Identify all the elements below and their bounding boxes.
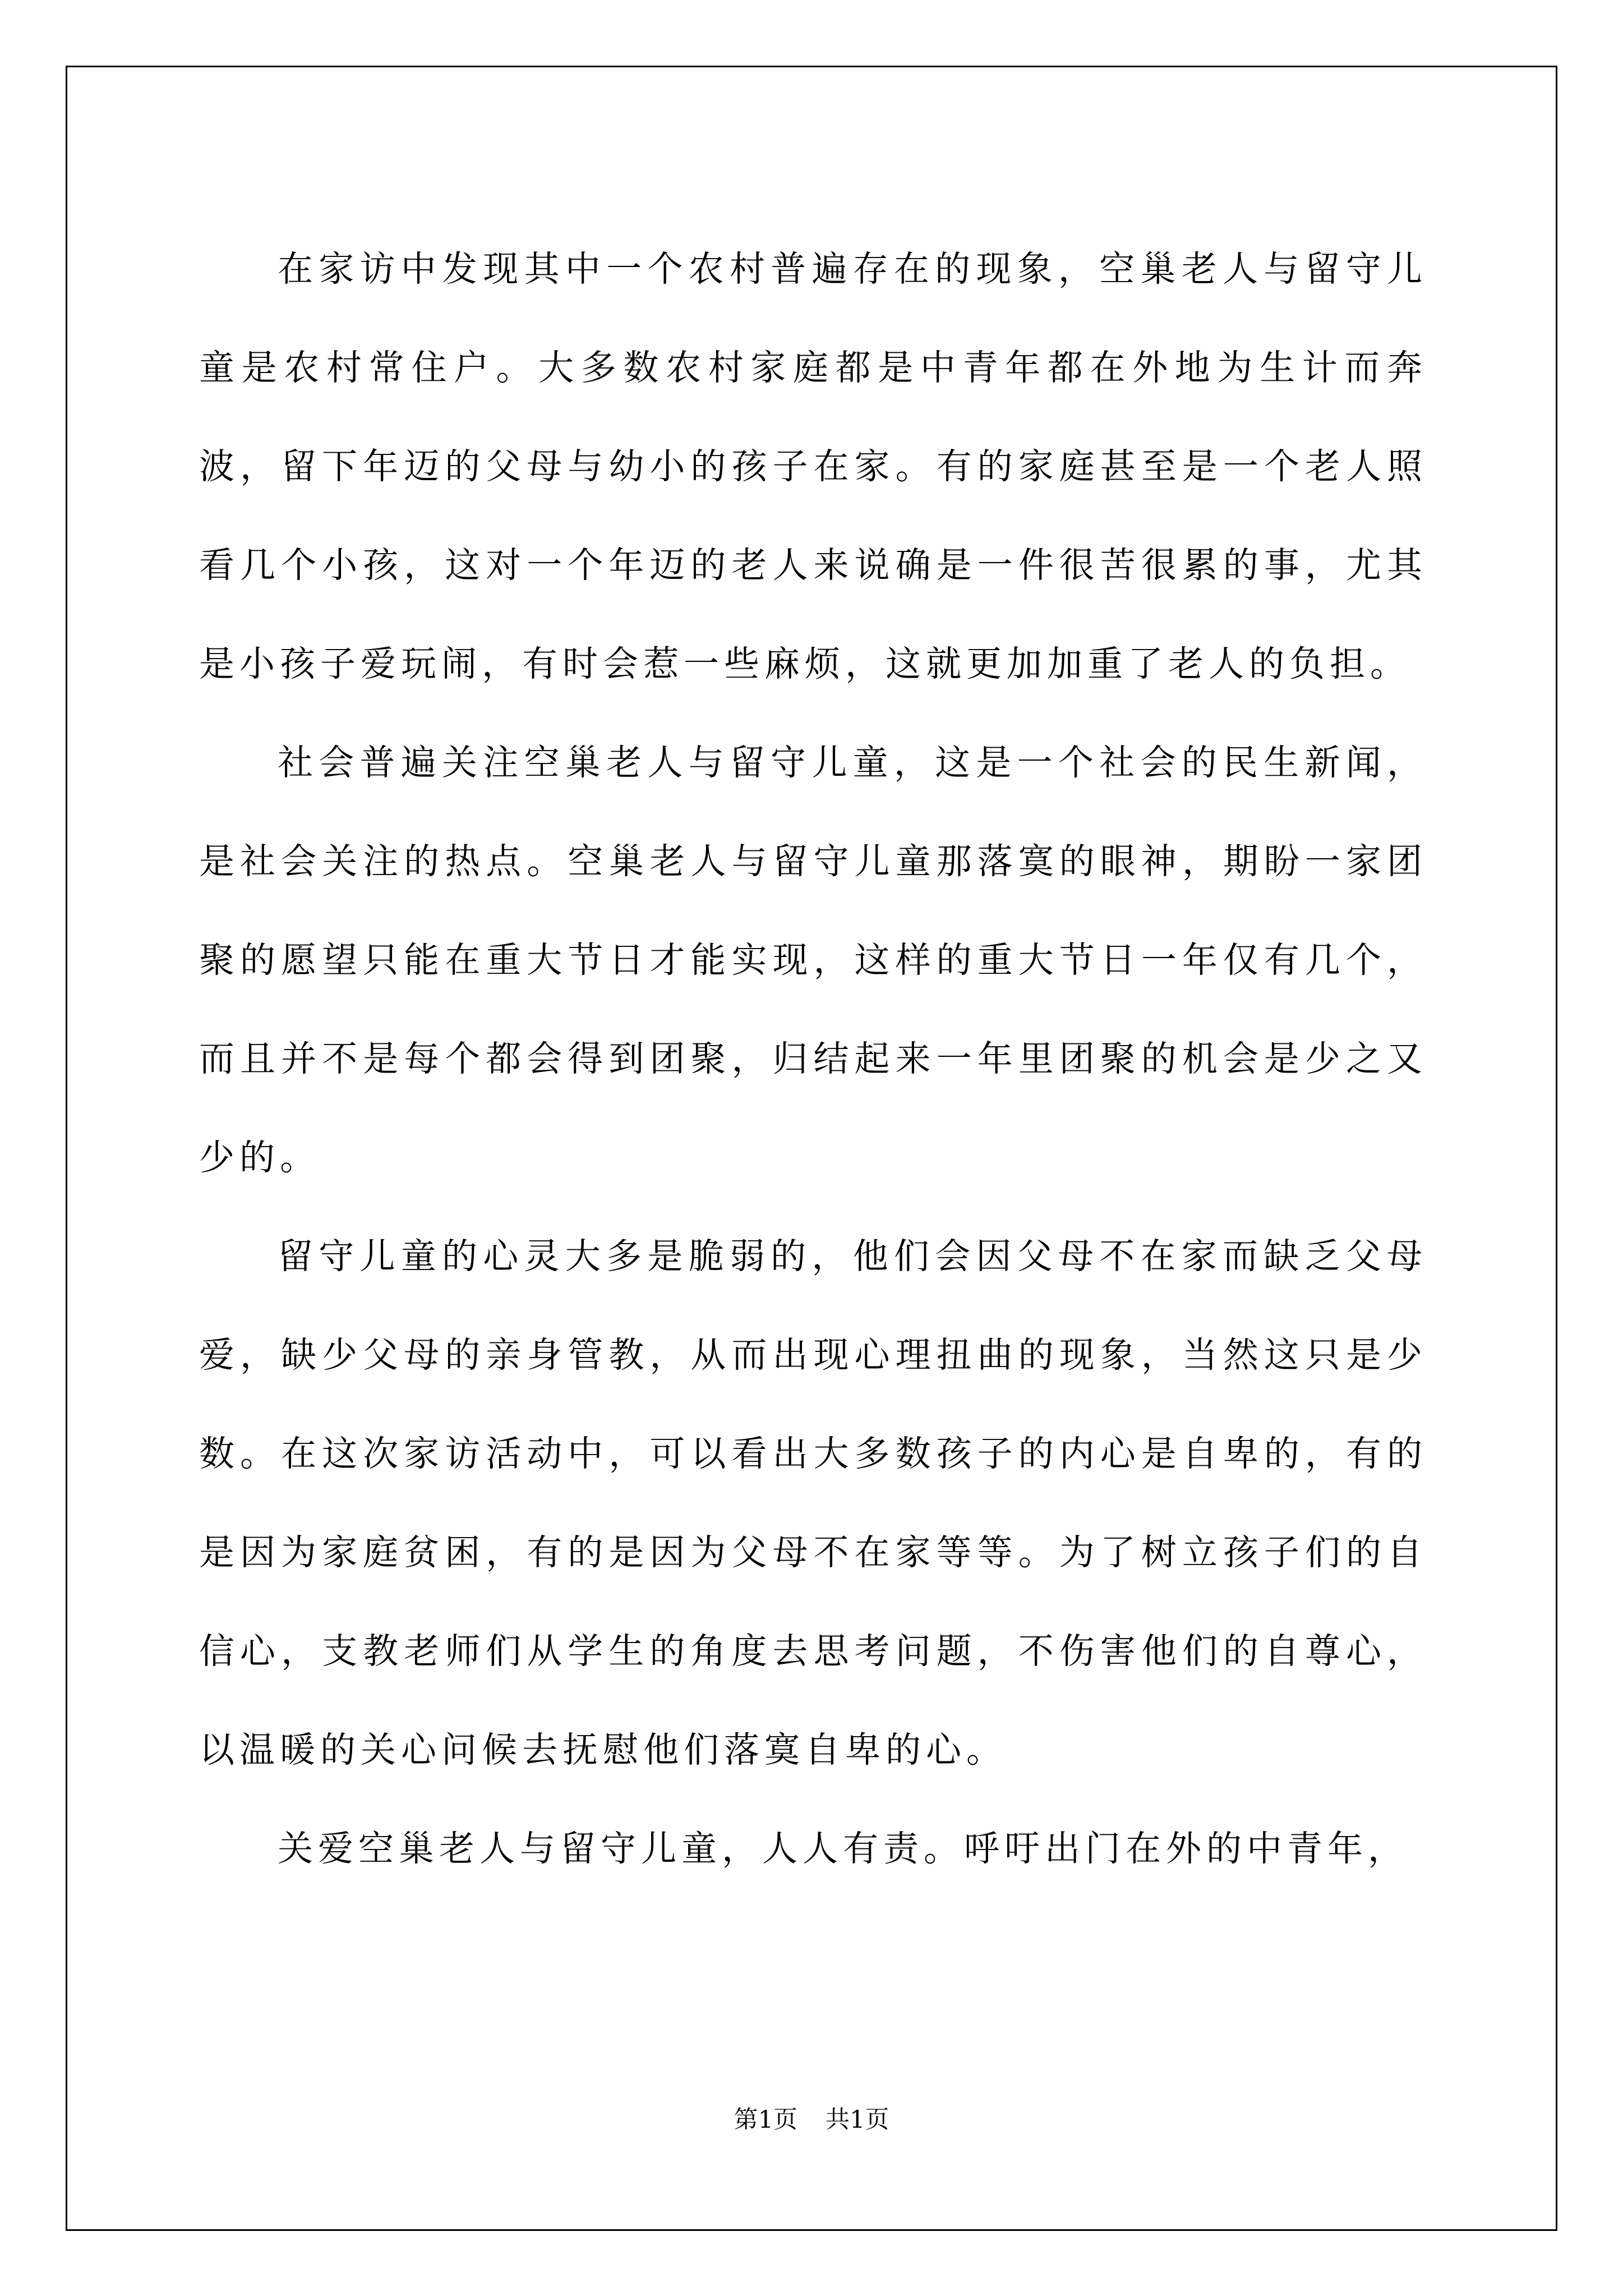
page-number-current: 第1页 bbox=[734, 2106, 797, 2134]
paragraph-4: 关爱空巢老人与留守儿童，人人有责。呼吁出门在外的中青年， bbox=[278, 1828, 1408, 1869]
paragraph-1: 在家访中发现其中一个农村普遍存在的现象，空巢老人与留守儿童是农村常住户。大多数农村家庭都是中青年都在外地为生计而奔波，留下年迈的父母与幼小的孩子在家。有的家庭甚至是一个老人照看几个小孩，这对一个年迈的老人来说确是一件很苦很累的事，尤其是小孩子爱玩闹，有时会惹一些麻烦，这就更加加重了老人的负担。 bbox=[199, 249, 1427, 684]
paragraph-3: 留守儿童的心灵大多是脆弱的，他们会因父母不在家而缺乏父母爱，缺少父母的亲身管教，从而出现心理扭曲的现象，当然这只是少数。在这次家访活动中，可以看出大多数孩子的内心是自卑的，有的是因为家庭贫困，有的是因为父母不在家等等。为了树立孩子们的自信心，支教老师们从学生的角度去思考问题，不伤害他们的自尊心，以温暖的关心问候去抚慰他们落寞自卑的心。 bbox=[199, 1236, 1427, 1770]
page-footer bbox=[0, 2101, 1623, 2135]
page-number-total: 共1页 bbox=[826, 2106, 889, 2134]
document-body bbox=[199, 220, 1427, 1898]
paragraph-2: 社会普遍关注空巢老人与留守儿童，这是一个社会的民生新闻，是社会关注的热点。空巢老人与留守儿童那落寞的眼神，期盼一家团聚的愿望只能在重大节日才能实现，这样的重大节日一年仅有几个，而且并不是每个都会得到团聚，归结起来一年里团聚的机会是少之又少的。 bbox=[199, 742, 1427, 1178]
